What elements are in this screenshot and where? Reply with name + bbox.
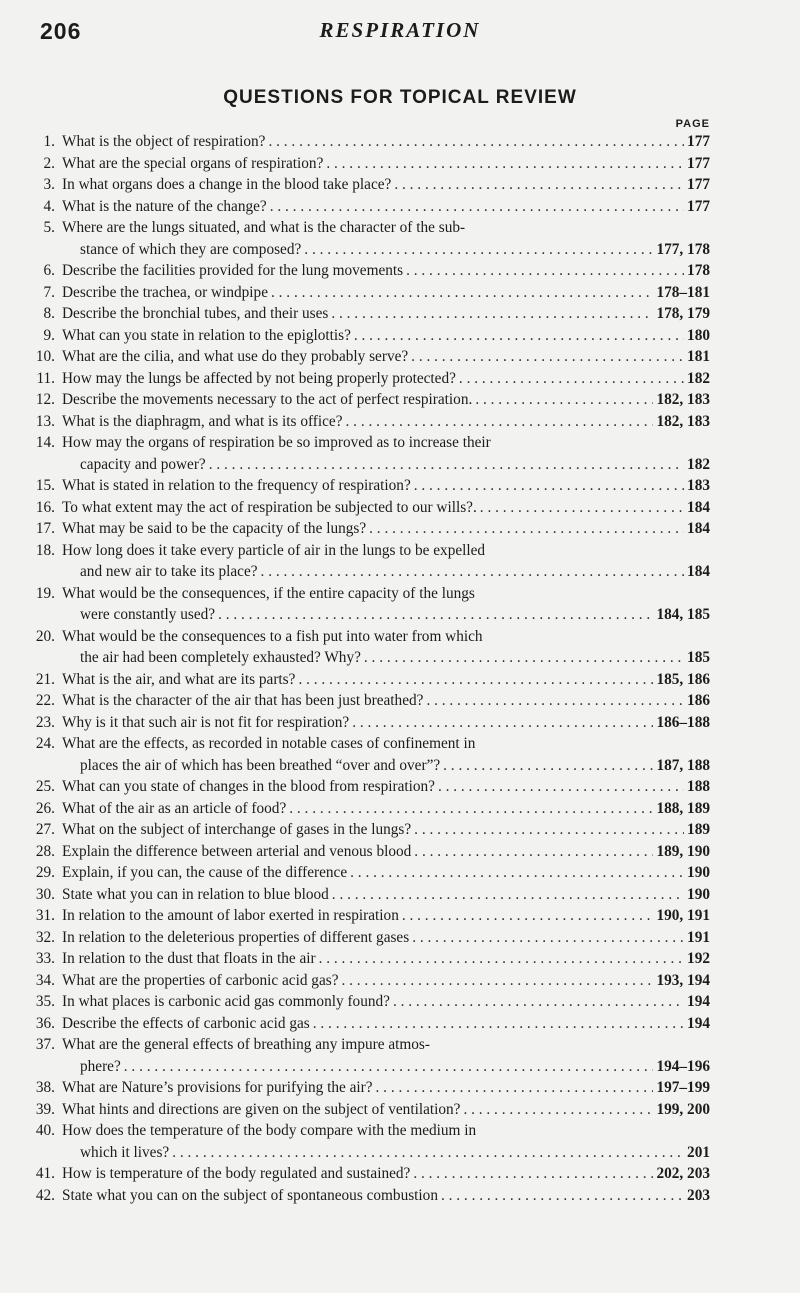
question-item	[20, 174, 710, 196]
question-item	[20, 819, 710, 841]
question-number: 15.	[35, 477, 55, 494]
dot-leader	[443, 755, 653, 777]
question-number: 28.	[35, 842, 55, 860]
page-reference: 185, 186	[656, 670, 710, 688]
dot-leader	[326, 153, 684, 175]
question-item	[20, 1034, 710, 1077]
question-item	[20, 1099, 710, 1121]
question-number: 40.	[35, 1122, 55, 1139]
page-reference: 193, 194	[656, 971, 710, 989]
page-reference: 178, 179	[656, 305, 710, 322]
dot-leader	[218, 604, 653, 626]
question-item	[20, 282, 710, 304]
question-text: What on the subject of interchange of gases in the lungs?	[62, 821, 412, 838]
question-text: In what places is carbonic acid gas commonly found?	[62, 993, 390, 1010]
page-reference: 188, 189	[656, 799, 710, 817]
question-item	[20, 432, 710, 475]
question-item	[20, 411, 710, 433]
dot-leader	[414, 819, 684, 841]
question-number: 21.	[35, 670, 55, 688]
question-text: How may the organs of respiration be so improved as to increase their	[62, 434, 491, 451]
page-reference: 182, 183	[656, 412, 710, 430]
question-number: 30.	[35, 885, 55, 903]
question-item	[20, 540, 710, 583]
question-text: which it lives?	[80, 1143, 170, 1161]
page-reference: 189	[687, 821, 710, 838]
question-item	[20, 325, 710, 347]
question-number: 41.	[35, 1165, 55, 1182]
question-number: 12.	[35, 391, 55, 408]
page-reference: 183	[687, 477, 710, 494]
question-item	[20, 1013, 710, 1035]
question-item	[20, 905, 710, 927]
page-reference: 201	[687, 1143, 710, 1161]
question-text: What is the diaphragm, and what is its office?	[62, 412, 343, 430]
page-reference: 181	[687, 348, 710, 365]
question-text: What are the cilia, and what use do they probably serve?	[62, 348, 409, 365]
question-text: places the air of which has been breathed “over and over”?	[80, 756, 441, 774]
question-number: 26.	[35, 799, 55, 817]
question-item	[20, 841, 710, 863]
dot-leader	[209, 454, 684, 476]
dot-leader	[268, 131, 684, 153]
question-item	[20, 583, 710, 626]
dot-leader	[271, 282, 653, 304]
dot-leader	[376, 1077, 654, 1099]
question-text: What are the effects, as recorded in notable cases of confinement in	[62, 735, 476, 752]
question-item	[20, 927, 710, 949]
question-number: 39.	[35, 1100, 55, 1118]
dot-leader	[402, 905, 654, 927]
running-head: RESPIRATION	[319, 18, 481, 42]
dot-leader	[172, 1142, 684, 1164]
page-reference: 199, 200	[656, 1100, 710, 1118]
page-reference: 191	[687, 928, 710, 946]
page-reference: 197–199	[656, 1079, 710, 1096]
question-number: 27.	[35, 821, 55, 838]
question-number: 17.	[35, 520, 55, 537]
question-text: In relation to the amount of labor exerted in respiration	[62, 907, 399, 924]
dot-leader	[475, 389, 653, 411]
question-number: 19.	[35, 584, 55, 602]
page-reference: 177	[687, 133, 710, 150]
question-text: State what you can in relation to blue blood	[62, 885, 329, 903]
question-number: 22.	[35, 692, 55, 709]
page-reference: 182	[687, 455, 710, 473]
dot-leader	[354, 325, 684, 347]
page-reference: 178	[687, 262, 710, 279]
question-item	[20, 970, 710, 992]
page-title: QUESTIONS FOR TOPICAL REVIEW	[223, 87, 577, 108]
question-text: To what extent may the act of respiration be subjected to our wills?.	[62, 498, 477, 516]
question-number: 32.	[35, 928, 55, 946]
page-reference: 194	[687, 1014, 710, 1032]
page-reference: 184	[687, 563, 710, 580]
page-reference: 177	[687, 154, 710, 172]
question-text: What are the special organs of respiration?	[62, 154, 324, 172]
dot-leader	[459, 368, 684, 390]
question-text: capacity and power?	[80, 455, 206, 473]
question-text: State what you can on the subject of spontaneous combustion	[62, 1186, 438, 1204]
question-number: 11.	[36, 369, 55, 387]
page-reference: 184, 185	[656, 606, 710, 623]
question-number: 35.	[35, 993, 55, 1010]
dot-leader	[346, 411, 654, 433]
question-item	[20, 303, 710, 325]
question-number: 16.	[35, 498, 55, 516]
question-number: 36.	[35, 1014, 55, 1032]
question-number: 5.	[43, 219, 55, 236]
question-text: In relation to the deleterious properties of different gases	[62, 928, 410, 946]
question-number: 34.	[35, 971, 55, 989]
dot-leader	[331, 303, 653, 325]
page-reference: 186	[687, 692, 710, 709]
question-number: 10.	[35, 348, 55, 365]
page-reference: 177, 178	[656, 240, 710, 258]
page-reference: 185	[687, 649, 710, 666]
page-number: 206	[40, 18, 82, 44]
dot-leader	[352, 712, 653, 734]
dot-leader	[341, 970, 653, 992]
dot-leader	[350, 862, 684, 884]
page-reference: 202, 203	[656, 1165, 710, 1182]
dot-leader	[319, 948, 684, 970]
dot-leader	[438, 776, 684, 798]
question-number: 31.	[35, 907, 55, 924]
dot-leader	[412, 927, 684, 949]
question-text: How is temperature of the body regulated and sustained?	[62, 1165, 411, 1182]
question-text: What is the nature of the change?	[62, 197, 267, 215]
question-item	[20, 153, 710, 175]
question-list	[20, 131, 710, 1206]
question-number: 6.	[43, 262, 55, 279]
question-text: What are the properties of carbonic acid gas?	[62, 971, 339, 989]
question-text: How does the temperature of the body compare with the medium in	[62, 1122, 477, 1139]
question-item	[20, 626, 710, 669]
question-item	[20, 733, 710, 776]
dot-leader	[413, 1163, 653, 1185]
question-item	[20, 260, 710, 282]
question-text: In what organs does a change in the blood take place?	[62, 176, 392, 193]
question-text: What would be the consequences to a fish put into water from which	[62, 627, 483, 645]
question-text: were constantly used?	[80, 606, 216, 623]
question-item	[20, 690, 710, 712]
question-number: 7.	[43, 283, 55, 301]
question-item	[20, 475, 710, 497]
question-text: Explain, if you can, the cause of the difference	[62, 864, 348, 881]
page-reference: 203	[687, 1186, 710, 1204]
question-text: What are Nature’s provisions for purifying the air?	[62, 1079, 373, 1096]
question-text: What is the air, and what are its parts?	[62, 670, 296, 688]
question-number: 13.	[35, 412, 55, 430]
question-item	[20, 131, 710, 153]
question-text: and new air to take its place?	[80, 563, 258, 580]
question-text: What are the general effects of breathing any impure atmos-	[62, 1036, 430, 1053]
question-number: 3.	[43, 176, 55, 193]
question-text: What can you state in relation to the epiglottis?	[62, 326, 351, 344]
question-item	[20, 884, 710, 906]
page-reference: 186–188	[656, 713, 710, 731]
question-number: 37.	[35, 1036, 55, 1053]
question-number: 4.	[43, 197, 55, 215]
question-item	[20, 346, 710, 368]
page-reference: 194–196	[656, 1057, 710, 1075]
page-reference: 180	[687, 326, 710, 344]
question-text: Explain the difference between arterial and venous blood	[62, 842, 412, 860]
question-text: Describe the bronchial tubes, and their uses	[62, 305, 329, 322]
question-text: What would be the consequences, if the entire capacity of the lungs	[62, 584, 475, 602]
question-text: How long does it take every particle of air in the lungs to be expelled	[62, 541, 486, 559]
question-text: Describe the facilities provided for the lung movements	[62, 262, 404, 279]
question-number: 8.	[43, 305, 55, 322]
question-text: In relation to the dust that floats in the air	[62, 950, 316, 967]
question-item	[20, 1185, 710, 1207]
dot-leader	[393, 991, 684, 1013]
page-reference: 189, 190	[656, 842, 710, 860]
dot-leader	[313, 1013, 684, 1035]
question-number: 33.	[35, 950, 55, 967]
question-text: What can you state of changes in the blood from respiration?	[62, 778, 435, 795]
question-number: 24.	[35, 735, 55, 752]
question-text: What is stated in relation to the frequency of respiration?	[62, 477, 411, 494]
question-text: What may be said to be the capacity of the lungs?	[62, 520, 367, 537]
dot-leader	[441, 1185, 684, 1207]
question-number: 14.	[35, 434, 55, 451]
dot-leader	[298, 669, 653, 691]
dot-leader	[414, 841, 653, 863]
question-number: 29.	[35, 864, 55, 881]
page-reference: 192	[687, 950, 710, 967]
dot-leader	[304, 239, 653, 261]
question-text: Where are the lungs situated, and what is the character of the sub-	[62, 219, 466, 236]
question-number: 38.	[35, 1079, 55, 1096]
question-text: What is the object of respiration?	[62, 133, 266, 150]
question-text: phere?	[80, 1057, 121, 1075]
question-item	[20, 669, 710, 691]
question-number: 1.	[43, 133, 55, 150]
question-item	[20, 1120, 710, 1163]
question-text: How may the lungs be affected by not being properly protected?	[62, 369, 456, 387]
page-reference: 177	[687, 197, 710, 215]
dot-leader	[261, 561, 685, 583]
question-item	[20, 712, 710, 734]
question-item	[20, 948, 710, 970]
page-reference: 182	[687, 369, 710, 387]
question-number: 25.	[35, 778, 55, 795]
question-item	[20, 217, 710, 260]
dot-leader	[332, 884, 684, 906]
question-item	[20, 776, 710, 798]
dot-leader	[463, 1099, 653, 1121]
question-text: stance of which they are composed?	[80, 240, 302, 258]
question-number: 42.	[35, 1186, 55, 1204]
dot-leader	[414, 475, 684, 497]
question-item	[20, 862, 710, 884]
page-column-heading: PAGE	[675, 118, 710, 130]
page-reference: 188	[687, 778, 710, 795]
question-number: 2.	[43, 154, 55, 172]
page-reference: 178–181	[656, 283, 710, 301]
dot-leader	[369, 518, 684, 540]
question-number: 23.	[35, 713, 55, 731]
question-item	[20, 497, 710, 519]
dot-leader	[411, 346, 684, 368]
page-reference: 182, 183	[656, 391, 710, 408]
page-reference: 187, 188	[656, 756, 710, 774]
question-text: the air had been completely exhausted? Why?	[80, 649, 361, 666]
question-number: 20.	[35, 627, 55, 645]
page-reference: 190	[687, 885, 710, 903]
question-text: Describe the movements necessary to the act of perfect respiration.	[62, 391, 473, 408]
page-reference: 177	[687, 176, 710, 193]
dot-leader	[406, 260, 684, 282]
dot-leader	[270, 196, 684, 218]
page-header	[40, 18, 760, 52]
question-text: What hints and directions are given on the subject of ventilation?	[62, 1100, 461, 1118]
question-item	[20, 1163, 710, 1185]
dot-leader	[394, 174, 684, 196]
dot-leader	[364, 647, 684, 669]
question-number: 18.	[35, 541, 55, 559]
page-reference: 190	[687, 864, 710, 881]
question-text: Describe the trachea, or windpipe	[62, 283, 268, 301]
question-text: What is the character of the air that has been just breathed?	[62, 692, 424, 709]
question-item	[20, 389, 710, 411]
question-item	[20, 798, 710, 820]
dot-leader	[289, 798, 653, 820]
page-reference: 190, 191	[656, 907, 710, 924]
question-number: 9.	[43, 326, 55, 344]
page-reference: 184	[687, 520, 710, 537]
question-text: Describe the effects of carbonic acid gas	[62, 1014, 310, 1032]
dot-leader	[480, 497, 684, 519]
page-reference: 194	[687, 993, 710, 1010]
question-text: Why is it that such air is not fit for respiration?	[62, 713, 350, 731]
page-reference: 184	[687, 498, 710, 516]
question-text: What of the air as an article of food?	[62, 799, 287, 817]
dot-leader	[124, 1056, 654, 1078]
question-item	[20, 991, 710, 1013]
question-item	[20, 196, 710, 218]
dot-leader	[426, 690, 684, 712]
question-item	[20, 368, 710, 390]
question-item	[20, 1077, 710, 1099]
question-item	[20, 518, 710, 540]
